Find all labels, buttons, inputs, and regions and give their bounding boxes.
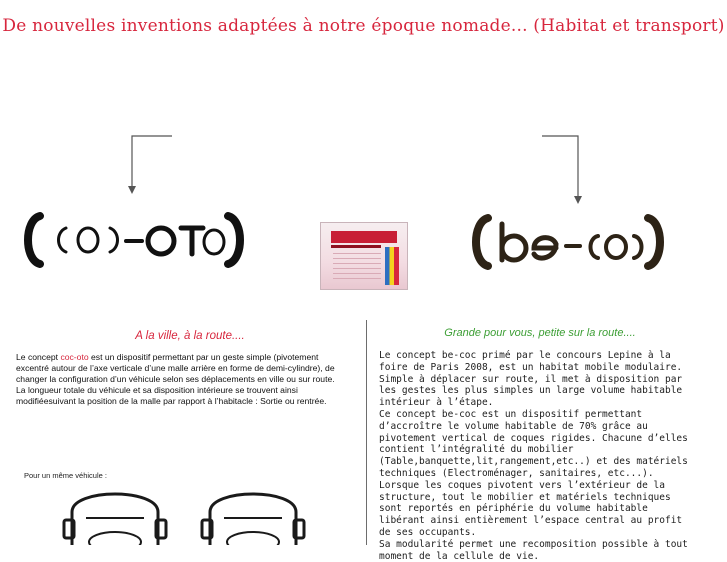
page-title: De nouvelles inventions adaptées à notre époque nomade... (Habitat et transport) — [2, 16, 725, 36]
cocoto-logo — [18, 208, 248, 272]
right-paragraph-4: Sa modularité permet une recomposition possible à tout moment de la cellule de vie. — [379, 538, 688, 562]
vehicle-caption: Pour un même véhicule : — [24, 471, 107, 480]
right-connector-arrow-icon — [540, 130, 590, 208]
vehicle-drawing-1 — [60, 482, 170, 545]
left-column-heading: A la ville, à la route.... — [135, 330, 245, 342]
becoc-logo — [468, 210, 668, 274]
lepine-certificate-image — [320, 222, 408, 290]
right-paragraph-2: Ce concept be-coc est un dispositif permettant d’accroître le volume habitable de 70% grâce au pivotement vertical de coques rigides. Chacune d’elles contient l’intégralité du mobilier (Table,banquette,lit,rangement,etc..) et des matériels techniques (Electroménager, sanitaires, etc...). — [379, 408, 688, 479]
vehicle-drawing-2 — [198, 482, 308, 545]
right-paragraph-1: Le concept be-coc primé par le concours Lepine à la foire de Paris 2008, est un habitat mobile modulaire. Simple à déplacer sur route, il met à disposition par les gestes les plus simples un large volume habitable intérieur à l’étape. — [379, 350, 683, 409]
left-column-text — [16, 352, 352, 407]
column-divider — [366, 320, 367, 545]
right-paragraph-3: Lorsque les coques pivotent vers l’extérieur de la structure, tout le mobilier et matériels techniques sont reportés en périphérie du volume habitable libérant ainsi entièrement l’espace central au profit de ses occupants. — [379, 479, 683, 538]
intro-before: Le concept — [16, 352, 61, 362]
left-paragraph-2: La longueur totale du véhicule et sa disposition intérieure se trouvent ainsi modifiéesuivant la position de la malle par rapport à l’habitacle : Sortie ou rentrée. — [16, 385, 327, 406]
cocoto-brand-highlight: coc-oto — [60, 352, 89, 362]
left-connector-arrow-icon — [124, 130, 174, 196]
intro-after: est un dispositif permettant par un geste simple (pivotement excentré autour de l’axe verticale d’une malle arrière en forme de demi-cylindre), de changer la configuration d’un véhicule selon ses déplacements en ville ou sur route. — [16, 352, 335, 384]
right-column-heading: Grande pour vous, petite sur la route.... — [444, 327, 636, 339]
right-column-text — [379, 350, 697, 562]
